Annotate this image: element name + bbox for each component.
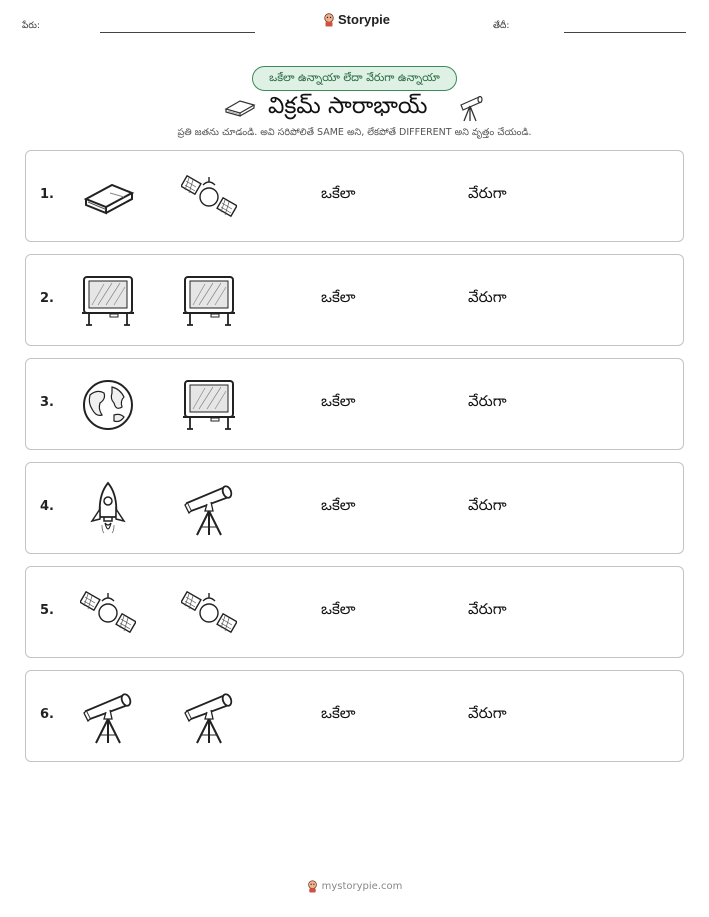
book-icon [224, 95, 256, 117]
storypie-mascot-icon [323, 13, 335, 27]
blackboard-icon [181, 273, 237, 329]
activity-badge: ఒకేలా ఉన్నాయా లేదా వేరుగా ఉన్నాయా [252, 66, 457, 91]
satellite-icon [181, 585, 237, 641]
question-row [25, 566, 684, 658]
globe-icon [80, 377, 136, 433]
page-title: విక్రమ్ సారాభాయ్ [268, 93, 428, 119]
different-option[interactable]: వేరుగా [468, 496, 507, 514]
telescope-icon [455, 92, 485, 122]
title-row [0, 90, 709, 122]
storypie-mascot-icon [307, 880, 318, 893]
question-row [25, 254, 684, 346]
question-number: 1. [40, 187, 54, 202]
same-option[interactable]: ఒకేలా [321, 496, 356, 514]
different-option[interactable]: వేరుగా [468, 288, 507, 306]
different-option[interactable]: వేరుగా [468, 184, 507, 202]
telescope-icon [80, 689, 136, 745]
satellite-icon [80, 585, 136, 641]
name-label: పేరు: [22, 21, 40, 31]
blackboard-icon [80, 273, 136, 329]
telescope-icon [181, 481, 237, 537]
question-number: 3. [40, 395, 54, 410]
name-line[interactable] [100, 32, 255, 33]
question-row [25, 462, 684, 554]
different-option[interactable]: వేరుగా [468, 600, 507, 618]
brand-name: Storypie [338, 12, 391, 27]
same-option[interactable]: ఒకేలా [321, 392, 356, 410]
question-number: 4. [40, 499, 54, 514]
question-row [25, 150, 684, 242]
same-option[interactable]: ఒకేలా [321, 288, 356, 306]
footer-url[interactable]: mystorypie.com [321, 881, 403, 892]
same-option[interactable]: ఒకేలా [321, 600, 356, 618]
blackboard-icon [181, 377, 237, 433]
different-option[interactable]: వేరుగా [468, 704, 507, 722]
brand-logo [323, 12, 390, 27]
rocket-icon [80, 481, 136, 537]
date-line[interactable] [564, 32, 686, 33]
satellite-icon [181, 169, 237, 225]
question-row [25, 670, 684, 762]
question-number: 5. [40, 603, 54, 618]
date-label: తేదీ: [493, 21, 510, 31]
instructions: ప్రతి జతను చూడండి. అవి సరిపోలితే SAME అని, లేకపోతే DIFFERENT అని వృత్తం చేయండి. [177, 127, 532, 138]
different-option[interactable]: వేరుగా [468, 392, 507, 410]
worksheet-header [0, 0, 709, 50]
same-option[interactable]: ఒకేలా [321, 704, 356, 722]
same-option[interactable]: ఒకేలా [321, 184, 356, 202]
telescope-icon [181, 689, 237, 745]
question-row [25, 358, 684, 450]
footer [0, 880, 709, 893]
book-icon [80, 169, 136, 225]
question-number: 2. [40, 291, 54, 306]
question-number: 6. [40, 707, 54, 722]
